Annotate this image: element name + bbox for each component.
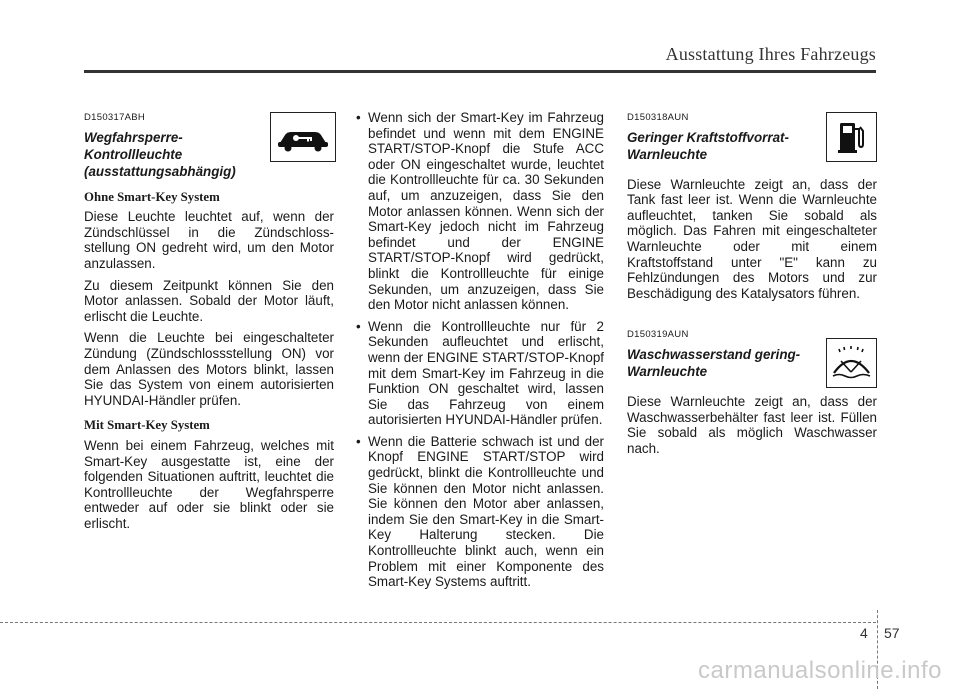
middle-column xyxy=(356,110,604,596)
page-header-title: Ausstattung Ihres Fahrzeugs xyxy=(665,44,876,64)
paragraph: Diese Warnleuchte zeigt an, dass der Waschwasserbehälter fast leer ist. Füllen Sie sobald als möglich Waschwasser nach. xyxy=(627,393,877,456)
page-number: 57 xyxy=(884,625,900,641)
bullet-item: • Wenn die Kontrollleuchte nur für 2 Sekunden aufleuchtet und erlischt, wenn der ENGINE START/STOP-Knopf mit dem Smart-Key im Fahrzeug in die Funktion ON geschaltet wird, lassen Sie das Fahrzeug von einem autorisierten HYUNDAI-Händler prüfen. xyxy=(356,319,604,428)
watermark: carmanualsonline.info xyxy=(698,657,942,684)
fuel-pump-icon xyxy=(827,113,876,161)
section-code: D150317ABH xyxy=(84,112,146,123)
header-rule xyxy=(84,70,876,73)
section-title: Wegfahrsperre- Kontrollleuchte (ausstattungsabhängig) xyxy=(84,129,236,179)
chapter-number: 4 xyxy=(860,625,868,641)
section-title: Geringer Kraftstoffvorrat- Warnleuchte xyxy=(627,129,789,162)
paragraph: Wenn die Leuchte bei eingeschalteter Zündung (Zündschlossstellung ON) vor dem Anlassen des Motors blinkt, lassen Sie das System von einem autorisierten HYUNDAI-Händler prüfen. xyxy=(84,330,334,408)
fuel-indicator-box xyxy=(826,112,877,162)
washer-indicator-box xyxy=(826,338,877,388)
section-title: Waschwasserstand gering- Warnleuchte xyxy=(627,346,801,379)
bullet-item: • Wenn die Batterie schwach ist und der Knopf ENGINE START/STOP wird gedrückt, blinkt die Kontrollleuchte und Sie können den Motor nicht anlassen. Sie können den Motor aber anlassen, indem Sie den Smart-Key in die Smart-Key Halterung stecken. Die Kontrollleuchte blinkt auch, wenn ein Problem mit einer Komponente des Smart-Key Systems auftritt. xyxy=(356,434,604,590)
immobilizer-indicator-box xyxy=(270,112,336,162)
section-code: D150319AUN xyxy=(627,329,689,341)
bullet-item: • Wenn sich der Smart-Key im Fahrzeug befindet und wenn mit dem ENGINE START/STOP-Knopf die Stufe ACC oder ON eingeschaltet wurde, leuchtet die Kontrollleuchte für ca. 30 Sekunden auf, um anzuzeigen, dass Sie den Motor anlassen können. Wenn sich der Smart-Key jedoch nicht im Fahrzeug befindet und der ENGINE START/STOP-Knopf wird gedrückt, blinkt die Kontrollleuchte für einige Sekunden, um anzuzeigen, dass Sie den Motor nicht anlassen können. xyxy=(356,110,604,313)
subheading-without-smart-key: Ohne Smart-Key System xyxy=(84,189,220,204)
left-column xyxy=(84,110,334,537)
paragraph: Diese Leuchte leuchtet auf, wenn der Zündschlüssel in die Zündschloss-stellung ON gedreht wird, um den Motor anzulassen. xyxy=(84,209,334,271)
paragraph: Zu diesem Zeitpunkt können Sie den Motor anlassen. Sobald der Motor läuft, erlischt die Leuchte. xyxy=(84,277,334,324)
footer-rule xyxy=(0,622,876,623)
washer-fluid-icon xyxy=(827,339,876,387)
car-key-icon xyxy=(271,113,335,161)
paragraph: Wenn bei einem Fahrzeug, welches mit Smart-Key ausgestatte ist, eine der folgenden Situationen auftritt, leuchtet die Kontrollleuchte der Wegfahrsperre entweder auf oder sie blinkt oder sie erlischt. xyxy=(84,437,334,531)
section-code: D150318AUN xyxy=(627,112,689,123)
paragraph: Diese Warnleuchte zeigt an, dass der Tank fast leer ist. Wenn die Warnleuchte aufleuchtet, tanken Sie sobald als möglich. Das Fahren mit eingeschalteter Warnleuchte oder mit einem Kraftstoffstand unter "E" kann zu Fehlzündungen des Motors und zur Beschädigung des Katalysators führen. xyxy=(627,176,877,301)
subheading-with-smart-key: Mit Smart-Key System xyxy=(84,418,210,433)
